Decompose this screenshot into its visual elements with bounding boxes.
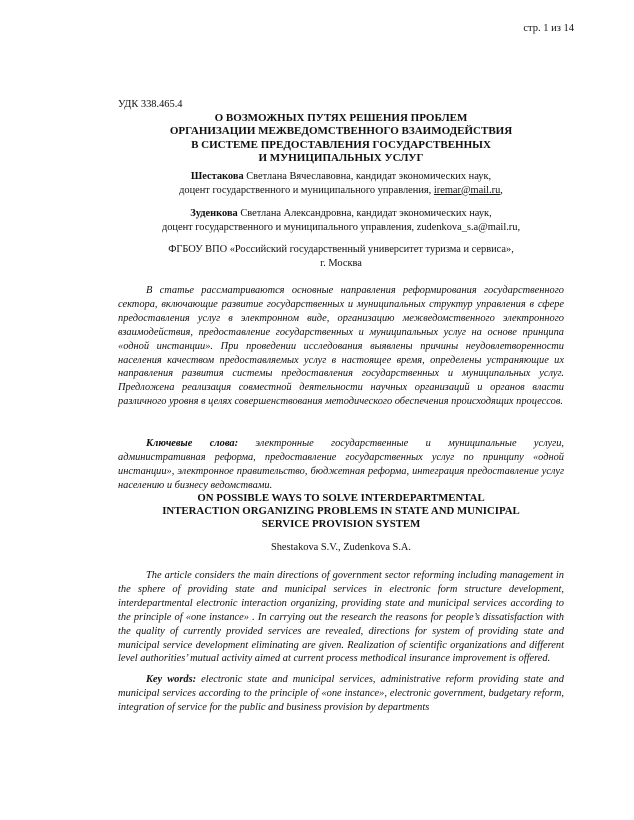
keywords-ru-text: электронные государственные и муниципальные услуги, административная реформа, предоставление государственных услуг по принципу «одной инстанции», электронное правительство, бюджетная реформа, интеграция предоставление услуг населению и бизнесу ведомствами. (118, 438, 564, 491)
abstract-ru: В статье рассматриваются основные направления реформирования государственного сектора, включающие развитие государственных и муниципальных структур управления в сфере предоставления услуг в электронном виде, организацию межведомственного электронного взаимодействия, предоставление государственных и муниципальных услуг на основе принципа «одной инстанции». При проведении исследования выявлены причины неудовлетворенности населения качеством предоставляемых услуг в настоящее время, определены устраняющие их направления развития системы предоставления государственных и муниципальных услуг. Предложена реализация совместной деятельности научных организаций и органов власти различного уровня в целях совершенствования методического обеспечения происходящих процессов. (118, 285, 564, 408)
author-1-position: доцент государственного и муниципального управления, (179, 184, 434, 196)
keywords-en (118, 673, 564, 715)
author-2 (118, 207, 564, 234)
author-2-line-1 (118, 207, 564, 221)
author-1-comma: , (500, 184, 503, 196)
abstract-en: The article considers the main directions of government sector reforming including management in the sphere of providing state and municipal services in electronic form structure development, interdepartmental electronic interaction organizing, providing state and municipal services according to the principle of «one instance» . In carrying out the research the reasons for people’s dissatisfaction with the quality of currently provided services are revealed, directions for system of providing state and municipal service development eliminating are given. Realization of scientific organizations and different level authorities’ mutual activity aimed at current process methodical insurance improvement is offered. (118, 570, 564, 665)
title-ru-line: И МУНИЦИПАЛЬНЫХ УСЛУГ (258, 152, 424, 165)
author-1-surname: Шестакова (190, 171, 244, 182)
organization-city: г. Москва (320, 257, 362, 269)
title-ru (118, 112, 564, 166)
page-number: стр. 1 из 14 (523, 23, 574, 34)
author-1 (118, 170, 564, 197)
keywords-en-text: electronic state and municipal services, administrative reform providing state and municipal services according to the principle of «one instance», electronic government, budgetary reform, integration of service for the public and business provision by departments (118, 674, 565, 713)
title-ru-line: ОРГАНИЗАЦИИ МЕЖВЕДОМСТВЕННОГО ВЗАИМОДЕЙСТВИЯ (169, 125, 513, 138)
author-2-details: Светлана Александровна, кандидат экономических наук, (237, 208, 492, 219)
title-en-line: ON POSSIBLE WAYS TO SOLVE INTERDEPARTMENTAL (197, 492, 485, 504)
title-ru-line: О ВОЗМОЖНЫХ ПУТЯХ РЕШЕНИЯ ПРОБЛЕМ (214, 112, 468, 124)
keywords-ru-label: Ключевые слова: (146, 438, 239, 449)
author-1-line-1 (118, 170, 564, 184)
keywords-en-label: Key words: (146, 674, 197, 685)
keywords-ru (118, 437, 564, 493)
title-en-line: INTERACTION ORGANIZING PROBLEMS IN STATE AND MUNICIPAL (162, 505, 520, 518)
author-2-surname: Зуденкова (190, 208, 238, 219)
authors-en: Shestakova S.V., Zudenkova S.A. (270, 542, 412, 553)
author-1-line-2 (118, 184, 564, 198)
udk-code: УДК 338.465.4 (118, 99, 183, 110)
title-en (118, 492, 564, 532)
title-en-line: SERVICE PROVISION SYSTEM (261, 518, 421, 531)
author-1-details: Светлана Вячеславовна, кандидат экономических наук, (243, 171, 492, 182)
author-1-email-link[interactable]: iremar@mail.ru (433, 184, 501, 196)
organization (118, 243, 564, 270)
organization-name: ФГБОУ ВПО «Российский государственный университет туризма и сервиса», (168, 244, 514, 255)
title-ru-line: В СИСТЕМЕ ПРЕДОСТАВЛЕНИЯ ГОСУДАРСТВЕННЫХ (191, 138, 491, 151)
author-2-line-2: доцент государственного и муниципального управления, zudenkova_s.a@mail.ru, (161, 221, 521, 233)
